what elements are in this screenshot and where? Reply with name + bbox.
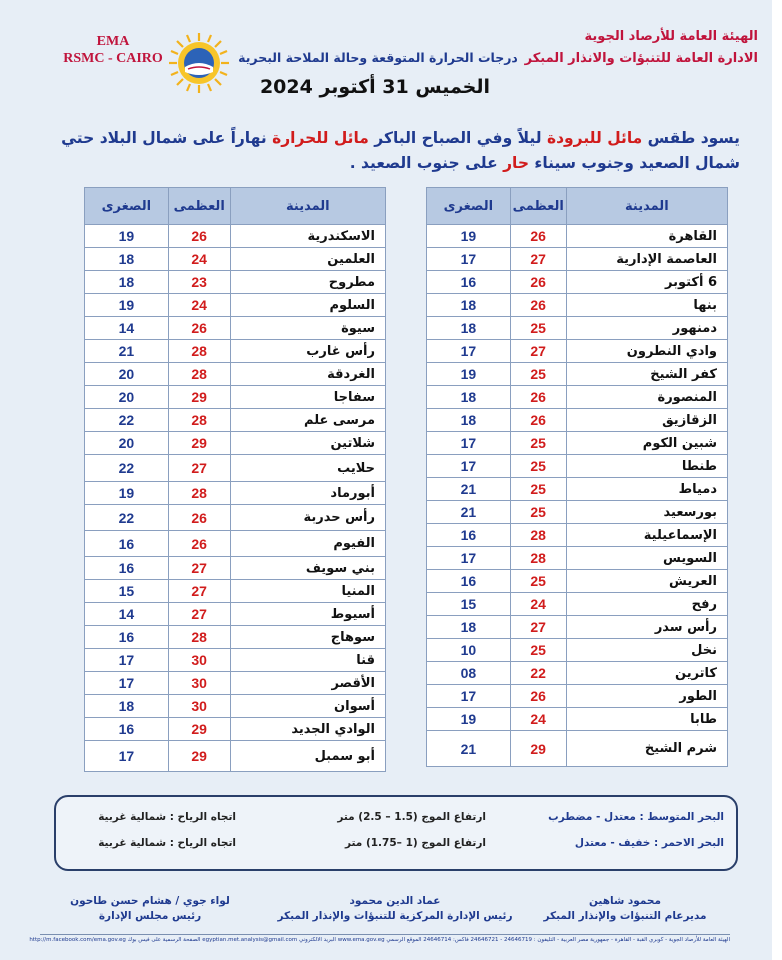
max-temp-cell: 30 bbox=[168, 649, 230, 672]
table-row bbox=[427, 271, 728, 294]
org-department: الادارة العامة للتنبؤات والانذار المبكر bbox=[524, 51, 758, 66]
city-name-cell: العريش bbox=[566, 570, 727, 593]
table-row bbox=[85, 482, 386, 505]
bulletin-title: درجات الحرارة المتوقعة وحالة الملاحة البحرية bbox=[238, 50, 518, 65]
table-row bbox=[427, 662, 728, 685]
red-sea-row bbox=[56, 837, 736, 857]
red-sea-waves: ارتفاع الموج (1 –1.75) متر bbox=[344, 837, 486, 849]
org-name: الهيئة العامة للأرصاد الجوية bbox=[584, 29, 758, 44]
col-header-max: العظمى bbox=[510, 188, 566, 225]
max-temp-cell: 28 bbox=[168, 482, 230, 505]
med-sea-state: البحر المتوسط : معتدل - مضطرب bbox=[548, 811, 724, 823]
city-name-cell: أبو سمبل bbox=[230, 741, 385, 772]
min-temp-cell: 21 bbox=[427, 478, 511, 501]
summary-text-2: ليلاً وفي الصباح الباكر bbox=[368, 129, 547, 147]
signature-title: مديرعام التنبؤات والإنذار المبكر bbox=[543, 910, 707, 922]
min-temp-cell: 17 bbox=[427, 685, 511, 708]
min-temp-cell: 21 bbox=[427, 731, 511, 767]
city-name-cell: العلمين bbox=[230, 248, 385, 271]
city-name-cell: أسوان bbox=[230, 695, 385, 718]
city-name-cell: سيوة bbox=[230, 317, 385, 340]
table-row bbox=[85, 455, 386, 482]
table-row bbox=[85, 432, 386, 455]
table-row bbox=[85, 409, 386, 432]
min-temp-cell: 19 bbox=[427, 363, 511, 386]
table-row bbox=[427, 616, 728, 639]
max-temp-cell: 23 bbox=[168, 271, 230, 294]
city-name-cell: رفح bbox=[566, 593, 727, 616]
temperature-table-left bbox=[84, 187, 386, 772]
max-temp-cell: 26 bbox=[510, 685, 566, 708]
col-header-city: المدينة bbox=[230, 188, 385, 225]
col-header-min: الصغرى bbox=[85, 188, 169, 225]
max-temp-cell: 27 bbox=[168, 557, 230, 580]
max-temp-cell: 28 bbox=[168, 363, 230, 386]
temperature-table-right bbox=[426, 187, 728, 767]
max-temp-cell: 27 bbox=[510, 340, 566, 363]
contact-footer: الهيئة العامة للأرصاد الجوية - كوبري القبة - القاهرة - جمهورية مصر العربية - التليفون : 24646719 - 24646721 فاكس: 24646714 الموقع الرسمي www.ema.gov.eg البريد الالكتروني egyptian.met.analysis@gmail.com الصفحة الرسمية على فيس بوك http://m.facebook.com/ema.gov.eg bbox=[40, 934, 730, 943]
med-sea-waves: ارتفاع الموج (1.5 – 2.5) متر bbox=[337, 811, 486, 823]
table-row bbox=[85, 248, 386, 271]
min-temp-cell: 17 bbox=[85, 741, 169, 772]
city-name-cell: السويس bbox=[566, 547, 727, 570]
max-temp-cell: 29 bbox=[168, 741, 230, 772]
red-sea-wind: اتجاه الرياح : شمالية غربية bbox=[98, 837, 236, 849]
min-temp-cell: 16 bbox=[85, 718, 169, 741]
city-name-cell: أسيوط bbox=[230, 603, 385, 626]
min-temp-cell: 17 bbox=[427, 340, 511, 363]
city-name-cell: بنها bbox=[566, 294, 727, 317]
table-row bbox=[427, 432, 728, 455]
min-temp-cell: 20 bbox=[85, 386, 169, 409]
med-sea-wind: اتجاه الرياح : شمالية غربية bbox=[98, 811, 236, 823]
city-name-cell: رأس غارب bbox=[230, 340, 385, 363]
city-name-cell: دمياط bbox=[566, 478, 727, 501]
max-temp-cell: 27 bbox=[510, 248, 566, 271]
max-temp-cell: 24 bbox=[168, 294, 230, 317]
table-row bbox=[427, 455, 728, 478]
min-temp-cell: 17 bbox=[427, 432, 511, 455]
bulletin-date: الخميس 31 أكتوبر 2024 bbox=[259, 76, 491, 98]
summary-text-1: يسود طقس bbox=[642, 129, 740, 147]
city-name-cell: 6 أكتوبر bbox=[566, 271, 727, 294]
city-name-cell: مرسى علم bbox=[230, 409, 385, 432]
city-name-cell: العاصمة الإدارية bbox=[566, 248, 727, 271]
min-temp-cell: 18 bbox=[85, 695, 169, 718]
city-name-cell: الفيوم bbox=[230, 531, 385, 557]
marine-status-box bbox=[54, 795, 738, 871]
min-temp-cell: 19 bbox=[85, 225, 169, 248]
min-temp-cell: 17 bbox=[427, 455, 511, 478]
min-temp-cell: 16 bbox=[85, 557, 169, 580]
city-name-cell: الطور bbox=[566, 685, 727, 708]
min-temp-cell: 22 bbox=[85, 409, 169, 432]
min-temp-cell: 18 bbox=[427, 616, 511, 639]
min-temp-cell: 16 bbox=[427, 524, 511, 547]
max-temp-cell: 27 bbox=[168, 580, 230, 603]
city-name-cell: أبورماد bbox=[230, 482, 385, 505]
min-temp-cell: 18 bbox=[427, 409, 511, 432]
summary-cool: مائل للبرودة bbox=[546, 129, 643, 147]
table-row bbox=[427, 731, 728, 767]
table-row bbox=[427, 478, 728, 501]
table-row bbox=[427, 708, 728, 731]
min-temp-cell: 22 bbox=[85, 505, 169, 531]
city-name-cell: نخل bbox=[566, 639, 727, 662]
table-row bbox=[427, 685, 728, 708]
summary-warm: مائل للحرارة bbox=[272, 129, 369, 147]
max-temp-cell: 29 bbox=[168, 432, 230, 455]
table-row bbox=[85, 531, 386, 557]
city-name-cell: رأس سدر bbox=[566, 616, 727, 639]
signature-central-director bbox=[260, 894, 530, 924]
min-temp-cell: 17 bbox=[85, 649, 169, 672]
min-temp-cell: 18 bbox=[427, 294, 511, 317]
min-temp-cell: 18 bbox=[85, 271, 169, 294]
min-temp-cell: 15 bbox=[85, 580, 169, 603]
table-row bbox=[427, 225, 728, 248]
table-row bbox=[427, 248, 728, 271]
signature-name: محمود شاهين bbox=[588, 895, 662, 907]
min-temp-cell: 20 bbox=[85, 432, 169, 455]
city-name-cell: الإسماعيلية bbox=[566, 524, 727, 547]
table-row bbox=[85, 741, 386, 772]
max-temp-cell: 24 bbox=[510, 708, 566, 731]
city-name-cell: مطروح bbox=[230, 271, 385, 294]
min-temp-cell: 19 bbox=[427, 225, 511, 248]
max-temp-cell: 25 bbox=[510, 501, 566, 524]
max-temp-cell: 28 bbox=[510, 547, 566, 570]
min-temp-cell: 19 bbox=[85, 482, 169, 505]
max-temp-cell: 29 bbox=[168, 386, 230, 409]
table-row bbox=[85, 340, 386, 363]
city-name-cell: المنيا bbox=[230, 580, 385, 603]
min-temp-cell: 16 bbox=[427, 271, 511, 294]
col-header-city: المدينة bbox=[566, 188, 727, 225]
table-row bbox=[85, 557, 386, 580]
city-name-cell: شرم الشيخ bbox=[566, 731, 727, 767]
signature-title: رئيس الإدارة المركزية للتنبؤات والإنذار المبكر bbox=[277, 910, 513, 922]
signature-chairman bbox=[50, 894, 250, 924]
table-row bbox=[427, 386, 728, 409]
table-row bbox=[427, 409, 728, 432]
max-temp-cell: 25 bbox=[510, 363, 566, 386]
max-temp-cell: 27 bbox=[510, 616, 566, 639]
min-temp-cell: 16 bbox=[427, 570, 511, 593]
min-temp-cell: 22 bbox=[85, 455, 169, 482]
max-temp-cell: 28 bbox=[168, 340, 230, 363]
city-name-cell: السلوم bbox=[230, 294, 385, 317]
max-temp-cell: 24 bbox=[168, 248, 230, 271]
table-row bbox=[85, 649, 386, 672]
table-row bbox=[85, 271, 386, 294]
weather-summary bbox=[40, 126, 740, 176]
min-temp-cell: 17 bbox=[85, 672, 169, 695]
max-temp-cell: 28 bbox=[168, 409, 230, 432]
min-temp-cell: 17 bbox=[427, 248, 511, 271]
city-name-cell: دمنهور bbox=[566, 317, 727, 340]
min-temp-cell: 19 bbox=[427, 708, 511, 731]
max-temp-cell: 25 bbox=[510, 639, 566, 662]
table-row bbox=[85, 505, 386, 531]
min-temp-cell: 14 bbox=[85, 603, 169, 626]
max-temp-cell: 27 bbox=[168, 603, 230, 626]
max-temp-cell: 29 bbox=[510, 731, 566, 767]
summary-text-4: على جنوب الصعيد . bbox=[349, 154, 504, 172]
min-temp-cell: 18 bbox=[85, 248, 169, 271]
city-name-cell: وادي النطرون bbox=[566, 340, 727, 363]
city-name-cell: طنطا bbox=[566, 455, 727, 478]
summary-text-3: نهاراً على شمال البلاد حتي شمال الصعيد وجنوب سيناء bbox=[61, 129, 740, 172]
max-temp-cell: 25 bbox=[510, 432, 566, 455]
max-temp-cell: 22 bbox=[510, 662, 566, 685]
table-row bbox=[427, 317, 728, 340]
city-name-cell: بني سويف bbox=[230, 557, 385, 580]
table-row bbox=[427, 363, 728, 386]
table-row bbox=[85, 603, 386, 626]
city-name-cell: الوادي الجديد bbox=[230, 718, 385, 741]
table-row bbox=[85, 626, 386, 649]
max-temp-cell: 26 bbox=[168, 225, 230, 248]
max-temp-cell: 28 bbox=[168, 626, 230, 649]
table-row bbox=[85, 363, 386, 386]
city-name-cell: حلايب bbox=[230, 455, 385, 482]
min-temp-cell: 19 bbox=[85, 294, 169, 317]
col-header-min: الصغرى bbox=[427, 188, 511, 225]
max-temp-cell: 30 bbox=[168, 672, 230, 695]
ema-logo-icon bbox=[168, 32, 230, 94]
table-row bbox=[427, 294, 728, 317]
min-temp-cell: 17 bbox=[427, 547, 511, 570]
city-name-cell: القاهرة bbox=[566, 225, 727, 248]
rsmc-cairo: RSMC - CAIRO bbox=[63, 51, 163, 66]
city-name-cell: كفر الشيخ bbox=[566, 363, 727, 386]
max-temp-cell: 25 bbox=[510, 455, 566, 478]
city-name-cell: الزقازيق bbox=[566, 409, 727, 432]
min-temp-cell: 21 bbox=[427, 501, 511, 524]
red-sea-state: البحر الاحمر : خفيف - معتدل bbox=[574, 837, 724, 849]
table-row bbox=[427, 340, 728, 363]
max-temp-cell: 25 bbox=[510, 317, 566, 340]
city-name-cell: الأقصر bbox=[230, 672, 385, 695]
city-name-cell: كاترين bbox=[566, 662, 727, 685]
table-row bbox=[85, 695, 386, 718]
max-temp-cell: 26 bbox=[510, 294, 566, 317]
max-temp-cell: 26 bbox=[168, 531, 230, 557]
min-temp-cell: 15 bbox=[427, 593, 511, 616]
city-name-cell: الغردقة bbox=[230, 363, 385, 386]
table-row bbox=[427, 593, 728, 616]
table-row bbox=[427, 570, 728, 593]
min-temp-cell: 18 bbox=[427, 317, 511, 340]
col-header-max: العظمى bbox=[168, 188, 230, 225]
max-temp-cell: 25 bbox=[510, 570, 566, 593]
max-temp-cell: 25 bbox=[510, 478, 566, 501]
max-temp-cell: 29 bbox=[168, 718, 230, 741]
min-temp-cell: 16 bbox=[85, 531, 169, 557]
max-temp-cell: 28 bbox=[510, 524, 566, 547]
min-temp-cell: 18 bbox=[427, 386, 511, 409]
min-temp-cell: 08 bbox=[427, 662, 511, 685]
min-temp-cell: 20 bbox=[85, 363, 169, 386]
signature-title: رئيس مجلس الإدارة bbox=[98, 910, 202, 922]
city-name-cell: قنا bbox=[230, 649, 385, 672]
signature-forecast-director bbox=[500, 894, 750, 924]
table-row bbox=[427, 639, 728, 662]
max-temp-cell: 26 bbox=[510, 225, 566, 248]
max-temp-cell: 26 bbox=[510, 409, 566, 432]
org-heading bbox=[520, 26, 758, 70]
max-temp-cell: 27 bbox=[168, 455, 230, 482]
max-temp-cell: 26 bbox=[510, 271, 566, 294]
max-temp-cell: 26 bbox=[168, 505, 230, 531]
city-name-cell: المنصورة bbox=[566, 386, 727, 409]
table-row bbox=[85, 225, 386, 248]
table-row bbox=[85, 580, 386, 603]
city-name-cell: سفاجا bbox=[230, 386, 385, 409]
max-temp-cell: 30 bbox=[168, 695, 230, 718]
city-name-cell: بورسعيد bbox=[566, 501, 727, 524]
min-temp-cell: 21 bbox=[85, 340, 169, 363]
max-temp-cell: 26 bbox=[168, 317, 230, 340]
min-temp-cell: 16 bbox=[85, 626, 169, 649]
table-row bbox=[427, 547, 728, 570]
ema-label bbox=[58, 33, 168, 67]
max-temp-cell: 24 bbox=[510, 593, 566, 616]
table-row bbox=[85, 718, 386, 741]
city-name-cell: شبين الكوم bbox=[566, 432, 727, 455]
table-row bbox=[427, 524, 728, 547]
signature-name: عماد الدين محمود bbox=[349, 895, 441, 907]
table-row bbox=[85, 672, 386, 695]
table-row bbox=[85, 317, 386, 340]
city-name-cell: شلاتين bbox=[230, 432, 385, 455]
ema-abbrev: EMA bbox=[96, 34, 130, 49]
table-row bbox=[85, 294, 386, 317]
min-temp-cell: 10 bbox=[427, 639, 511, 662]
summary-hot: حار bbox=[503, 154, 529, 172]
min-temp-cell: 14 bbox=[85, 317, 169, 340]
signature-name: لواء جوي / هشام حسن طاحون bbox=[70, 895, 230, 907]
city-name-cell: سوهاج bbox=[230, 626, 385, 649]
max-temp-cell: 26 bbox=[510, 386, 566, 409]
city-name-cell: الاسكندرية bbox=[230, 225, 385, 248]
table-row bbox=[427, 501, 728, 524]
city-name-cell: طابا bbox=[566, 708, 727, 731]
city-name-cell: رأس حدربة bbox=[230, 505, 385, 531]
table-row bbox=[85, 386, 386, 409]
med-sea-row bbox=[56, 811, 736, 831]
